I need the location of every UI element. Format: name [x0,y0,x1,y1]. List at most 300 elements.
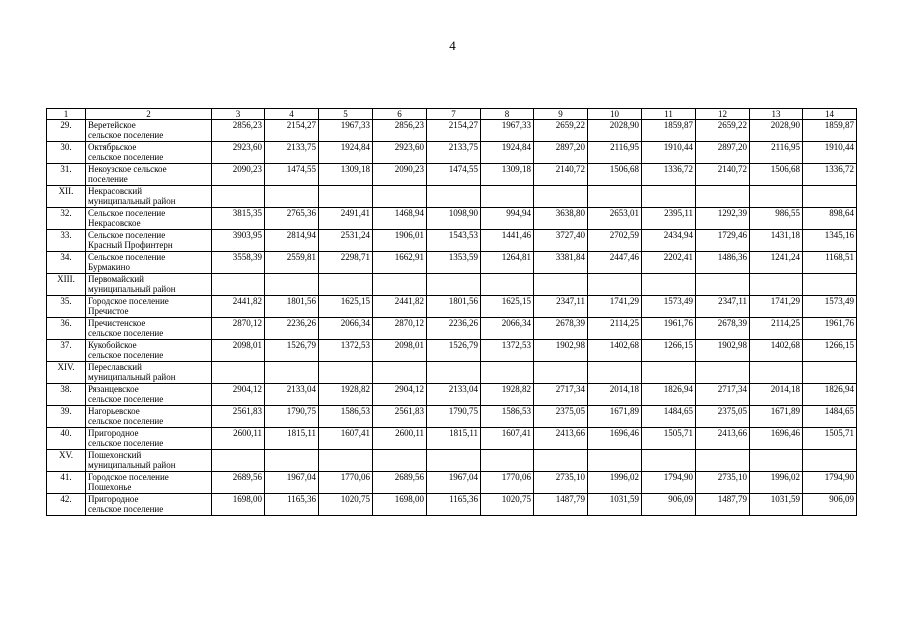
value-cell: 2066,34 [319,318,373,340]
row-number: 32. [47,208,86,230]
column-header: 9 [534,109,588,120]
value-cell: 1801,56 [265,296,319,318]
value-cell [373,274,427,296]
value-cell: 2717,34 [696,384,750,406]
value-cell [750,186,803,208]
value-cell: 2236,26 [427,318,481,340]
row-number: XIII. [47,274,86,296]
value-cell: 2236,26 [265,318,319,340]
table-row [47,406,857,428]
row-name-line: сельское поселение [88,350,164,360]
table-row [47,362,857,384]
value-cell [212,186,265,208]
row-name-line: сельское поселение [88,152,164,162]
value-cell: 2116,95 [750,142,803,164]
value-cell: 1165,36 [265,494,319,516]
value-cell: 2814,94 [265,230,319,252]
value-cell: 1468,94 [373,208,427,230]
value-cell: 1671,89 [588,406,642,428]
value-cell: 1859,87 [803,120,857,142]
row-name-line: Красный Профинтерн [88,240,173,250]
row-name [86,296,212,318]
value-cell: 2897,20 [534,142,588,164]
row-name [86,406,212,428]
value-cell: 1698,00 [212,494,265,516]
row-name-line: сельское поселение [88,130,164,140]
value-cell: 2561,83 [212,406,265,428]
value-cell: 2375,05 [534,406,588,428]
row-name-line: Веретейское [88,120,136,130]
value-cell: 1902,98 [696,340,750,362]
value-cell: 1487,79 [696,494,750,516]
value-cell [212,274,265,296]
value-cell [642,186,696,208]
value-cell: 2434,94 [642,230,696,252]
table-row [47,142,857,164]
value-cell: 1794,90 [642,472,696,494]
row-name-line: Сельское поселение [88,252,166,262]
value-cell: 2154,27 [427,120,481,142]
value-cell [265,274,319,296]
value-cell: 1484,65 [803,406,857,428]
row-name-line: Пошехонье [88,482,132,492]
value-cell: 1961,76 [642,318,696,340]
value-cell: 1020,75 [319,494,373,516]
value-cell [803,274,857,296]
value-cell: 1741,29 [750,296,803,318]
value-cell: 1770,06 [481,472,534,494]
value-cell: 1474,55 [427,164,481,186]
column-header: 6 [373,109,427,120]
value-cell: 1484,65 [642,406,696,428]
value-cell: 2735,10 [696,472,750,494]
row-name-line: муниципальный район [88,460,176,470]
value-cell [803,362,857,384]
value-cell [319,186,373,208]
value-cell: 1698,00 [373,494,427,516]
value-cell: 2154,27 [265,120,319,142]
row-name-line: Кукобойское [88,340,137,350]
table-row [47,494,857,516]
value-cell [696,274,750,296]
row-name [86,472,212,494]
value-cell [265,450,319,472]
value-cell: 1168,51 [803,252,857,274]
value-cell: 1487,79 [534,494,588,516]
row-name-line: поселение [88,174,128,184]
column-header: 2 [86,109,212,120]
value-cell [265,362,319,384]
table-row [47,340,857,362]
value-cell [319,362,373,384]
row-name-line: Пречистое [88,306,129,316]
value-cell: 2090,23 [212,164,265,186]
row-name-line: Бурмакино [88,262,130,272]
row-number: 39. [47,406,86,428]
row-name-line: Переславский [88,362,142,372]
value-cell: 2375,05 [696,406,750,428]
value-cell: 1662,91 [373,252,427,274]
value-cell: 2702,59 [588,230,642,252]
value-cell [696,450,750,472]
value-cell [642,274,696,296]
value-cell: 2133,75 [427,142,481,164]
value-cell: 2298,71 [319,252,373,274]
value-cell: 2856,23 [212,120,265,142]
value-cell: 1336,72 [642,164,696,186]
value-cell [481,362,534,384]
page-number: 4 [449,38,456,53]
row-number: XII. [47,186,86,208]
row-name-line: муниципальный район [88,196,176,206]
value-cell: 1372,53 [319,340,373,362]
value-cell: 2028,90 [588,120,642,142]
value-cell: 1506,68 [750,164,803,186]
column-header: 4 [265,109,319,120]
value-cell: 1794,90 [803,472,857,494]
value-cell: 1967,33 [481,120,534,142]
value-cell: 2735,10 [534,472,588,494]
value-cell: 2202,41 [642,252,696,274]
row-name [86,450,212,472]
value-cell: 1910,44 [803,142,857,164]
value-cell [212,362,265,384]
value-cell: 1345,16 [803,230,857,252]
value-cell [427,450,481,472]
table-row [47,296,857,318]
value-cell: 1543,53 [427,230,481,252]
row-name-line: сельское поселение [88,328,164,338]
table-row [47,230,857,252]
value-cell: 1607,41 [319,428,373,450]
value-cell: 1573,49 [642,296,696,318]
row-name [86,230,212,252]
row-name-line: Сельское поселение [88,230,166,240]
tariff-table [46,108,857,516]
value-cell: 2653,01 [588,208,642,230]
value-cell: 2395,11 [642,208,696,230]
value-cell: 1928,82 [481,384,534,406]
value-cell: 2559,81 [265,252,319,274]
value-cell [427,362,481,384]
value-cell [481,186,534,208]
value-cell: 1928,82 [319,384,373,406]
value-cell: 1696,46 [588,428,642,450]
value-cell: 1924,84 [481,142,534,164]
value-cell [373,362,427,384]
value-cell: 1353,59 [427,252,481,274]
row-name [86,208,212,230]
value-cell: 2014,18 [750,384,803,406]
value-cell: 1996,02 [588,472,642,494]
value-cell: 2600,11 [373,428,427,450]
row-name-line: Пригородное [88,494,139,504]
row-number: 30. [47,142,86,164]
column-header: 7 [427,109,481,120]
row-number: 38. [47,384,86,406]
value-cell [481,274,534,296]
value-cell: 2090,23 [373,164,427,186]
value-cell: 1586,53 [481,406,534,428]
row-name [86,340,212,362]
value-cell: 1961,76 [803,318,857,340]
value-cell: 2028,90 [750,120,803,142]
value-cell: 1573,49 [803,296,857,318]
column-header-row [47,109,857,120]
row-name-line: сельское поселение [88,504,164,514]
value-cell: 994,94 [481,208,534,230]
value-cell: 1336,72 [803,164,857,186]
value-cell: 1309,18 [319,164,373,186]
value-cell: 2659,22 [534,120,588,142]
row-name-line: сельское поселение [88,394,164,404]
row-name [86,274,212,296]
value-cell: 2491,41 [319,208,373,230]
row-name [86,120,212,142]
value-cell: 2114,25 [588,318,642,340]
table-row [47,384,857,406]
value-cell [319,274,373,296]
table-row [47,318,857,340]
table-row [47,472,857,494]
row-number: 41. [47,472,86,494]
value-cell: 1826,94 [642,384,696,406]
value-cell: 1505,71 [642,428,696,450]
table-row [47,252,857,274]
value-cell [427,274,481,296]
column-header: 3 [212,109,265,120]
row-name [86,164,212,186]
value-cell: 1402,68 [750,340,803,362]
value-cell: 3638,80 [534,208,588,230]
row-number: 40. [47,428,86,450]
value-cell [588,362,642,384]
value-cell [803,186,857,208]
value-cell: 1967,33 [319,120,373,142]
row-name-line: муниципальный район [88,284,176,294]
value-cell: 1770,06 [319,472,373,494]
value-cell: 898,64 [803,208,857,230]
value-cell: 1815,11 [427,428,481,450]
value-cell: 2600,11 [212,428,265,450]
value-cell: 2561,83 [373,406,427,428]
value-cell: 2717,34 [534,384,588,406]
value-cell [803,450,857,472]
row-name [86,186,212,208]
column-header: 11 [642,109,696,120]
value-cell: 1506,68 [588,164,642,186]
value-cell: 2765,36 [265,208,319,230]
value-cell: 2856,23 [373,120,427,142]
row-name [86,142,212,164]
row-number: 36. [47,318,86,340]
value-cell: 3558,39 [212,252,265,274]
value-cell: 2447,46 [588,252,642,274]
value-cell: 3815,35 [212,208,265,230]
row-name-line: Некрасовский [88,186,143,196]
value-cell: 2114,25 [750,318,803,340]
value-cell [750,274,803,296]
value-cell: 2689,56 [212,472,265,494]
row-name-line: Пошехонский [88,450,142,460]
value-cell: 1801,56 [427,296,481,318]
value-cell [319,450,373,472]
value-cell: 1790,75 [427,406,481,428]
value-cell: 1741,29 [588,296,642,318]
value-cell: 986,55 [750,208,803,230]
value-cell: 1266,15 [642,340,696,362]
column-header: 5 [319,109,373,120]
table-body [47,109,857,516]
value-cell: 2347,11 [534,296,588,318]
column-header: 8 [481,109,534,120]
value-cell: 1241,24 [750,252,803,274]
value-cell: 1031,59 [750,494,803,516]
value-cell [588,186,642,208]
value-cell: 1967,04 [427,472,481,494]
row-name [86,428,212,450]
value-cell: 2678,39 [534,318,588,340]
value-cell: 2133,04 [427,384,481,406]
value-cell: 2678,39 [696,318,750,340]
row-name-line: Нагорьевское [88,406,140,416]
table-row [47,164,857,186]
value-cell [373,186,427,208]
row-name-line: Октябрьское [88,142,137,152]
value-cell [534,186,588,208]
row-name-line: сельское поселение [88,416,164,426]
value-cell: 2923,60 [212,142,265,164]
value-cell [750,450,803,472]
value-cell: 1309,18 [481,164,534,186]
row-number: XV. [47,450,86,472]
table-row [47,428,857,450]
value-cell: 3903,95 [212,230,265,252]
value-cell: 2923,60 [373,142,427,164]
value-cell: 1910,44 [642,142,696,164]
row-name-line: сельское поселение [88,438,164,448]
table-row [47,450,857,472]
value-cell: 1098,90 [427,208,481,230]
value-cell: 1826,94 [803,384,857,406]
value-cell: 906,09 [803,494,857,516]
value-cell: 1505,71 [803,428,857,450]
value-cell: 2347,11 [696,296,750,318]
value-cell: 2870,12 [212,318,265,340]
column-header: 14 [803,109,857,120]
value-cell: 1625,15 [319,296,373,318]
value-cell [588,450,642,472]
value-cell: 2140,72 [534,164,588,186]
value-cell: 2441,82 [212,296,265,318]
value-cell [642,362,696,384]
value-cell: 1486,36 [696,252,750,274]
value-cell: 2870,12 [373,318,427,340]
row-name [86,318,212,340]
value-cell: 2413,66 [696,428,750,450]
row-name [86,252,212,274]
value-cell [642,450,696,472]
value-cell: 2904,12 [373,384,427,406]
value-cell: 2659,22 [696,120,750,142]
value-cell: 1729,46 [696,230,750,252]
row-name-line: Первомайский [88,274,144,284]
row-name-line: Пречистенское [88,318,146,328]
value-cell: 3381,84 [534,252,588,274]
value-cell: 2441,82 [373,296,427,318]
value-cell: 1902,98 [534,340,588,362]
row-name-line: Рязанцевское [88,384,139,394]
value-cell: 1165,36 [427,494,481,516]
row-number: 42. [47,494,86,516]
value-cell [427,186,481,208]
row-name-line: Пригородное [88,428,139,438]
value-cell: 1696,46 [750,428,803,450]
value-cell: 2897,20 [696,142,750,164]
value-cell: 1402,68 [588,340,642,362]
row-number: 29. [47,120,86,142]
column-header: 12 [696,109,750,120]
row-name-line: Городское поселение [88,296,169,306]
row-number: 31. [47,164,86,186]
row-name [86,384,212,406]
value-cell: 1264,81 [481,252,534,274]
value-cell: 1372,53 [481,340,534,362]
value-cell: 2098,01 [212,340,265,362]
table-row [47,208,857,230]
row-name-line: Некрасовское [88,218,141,228]
value-cell: 1924,84 [319,142,373,164]
value-cell [534,450,588,472]
value-cell: 2133,75 [265,142,319,164]
value-cell: 906,09 [642,494,696,516]
value-cell: 1441,46 [481,230,534,252]
value-cell: 1790,75 [265,406,319,428]
value-cell: 1859,87 [642,120,696,142]
value-cell [696,362,750,384]
value-cell: 2413,66 [534,428,588,450]
value-cell: 1967,04 [265,472,319,494]
value-cell: 1474,55 [265,164,319,186]
value-cell: 1586,53 [319,406,373,428]
table-row [47,274,857,296]
value-cell: 1671,89 [750,406,803,428]
value-cell [212,450,265,472]
row-name-line: Некоузское сельское [88,164,167,174]
value-cell [588,274,642,296]
column-header: 1 [47,109,86,120]
row-name-line: Городское поселение [88,472,169,482]
value-cell: 2140,72 [696,164,750,186]
table-row [47,120,857,142]
value-cell: 2098,01 [373,340,427,362]
value-cell: 2133,04 [265,384,319,406]
row-number: 34. [47,252,86,274]
value-cell [534,274,588,296]
value-cell: 1996,02 [750,472,803,494]
row-name-line: Сельское поселение [88,208,166,218]
value-cell: 1906,01 [373,230,427,252]
value-cell [750,362,803,384]
value-cell: 2116,95 [588,142,642,164]
value-cell: 1526,79 [265,340,319,362]
value-cell [534,362,588,384]
value-cell: 2014,18 [588,384,642,406]
value-cell: 2066,34 [481,318,534,340]
value-cell: 2689,56 [373,472,427,494]
value-cell: 1431,18 [750,230,803,252]
value-cell [373,450,427,472]
